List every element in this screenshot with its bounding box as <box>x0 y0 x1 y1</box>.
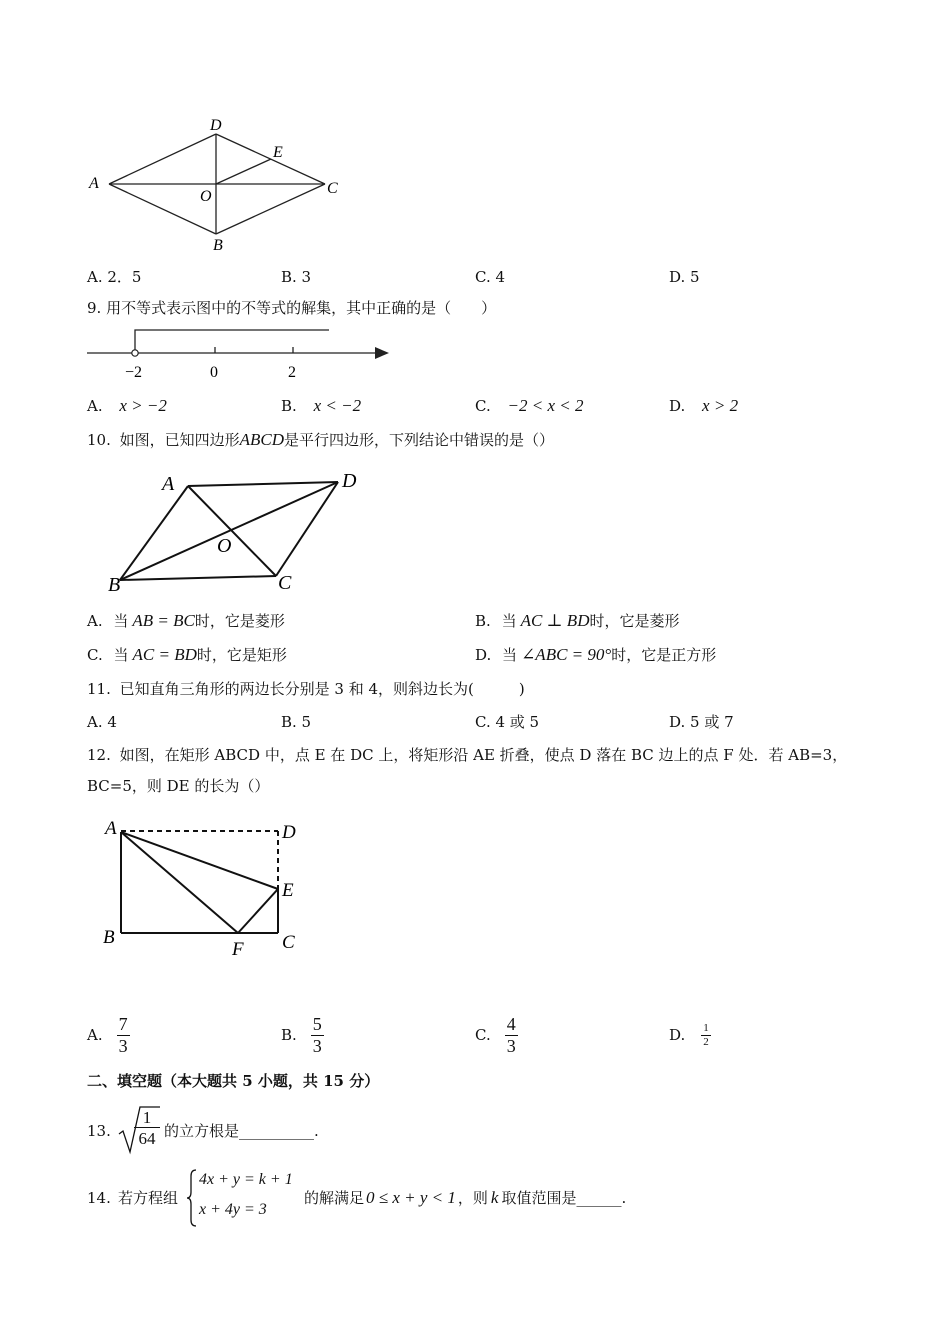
q9-question <box>87 298 496 318</box>
q12-label-f: F <box>232 939 244 960</box>
q10-option-a: A. 当 AB = BC时，它是菱形 <box>87 611 285 630</box>
q8-label-c: C <box>327 180 338 197</box>
q9-option-b: B. x < −2 <box>281 396 362 415</box>
q9-option-a: A. x > −2 <box>87 396 167 415</box>
q13-denominator: 64 <box>138 1129 156 1148</box>
q9-option-d: D. x > 2 <box>669 396 739 415</box>
q9-number: 9. <box>87 299 102 317</box>
q8-label-o: O <box>200 188 212 205</box>
q10-label-c: C <box>278 572 292 594</box>
q11-option-b: B. 5 <box>281 713 312 731</box>
q12-option-a-fraction: $\frac{7}{3}$ <box>118 1014 128 1056</box>
q9-text: 用不等式表示图中的不等式的解集，其中正确的是（ ） <box>106 299 497 317</box>
q8-option-c: C. 4 <box>475 268 506 286</box>
q10-option-c: C. 当 AC = BD时，它是矩形 <box>87 645 287 664</box>
q10-option-d: D. 当 ∠ABC = 90°时，它是正方形 <box>475 645 717 664</box>
q8-rhombus-figure <box>85 112 355 257</box>
q14-pre: 若方程组 <box>118 1189 179 1207</box>
q14-brace <box>186 1168 198 1228</box>
q8-label-a: A <box>89 175 99 192</box>
q9-option-c: C. −2 < x < 2 <box>475 396 584 415</box>
section-2-title: 二、填空题（本大题共 5 小题，共 15 分） <box>87 1072 380 1090</box>
q12-option-d-fraction: $\frac{1}{2}$ <box>703 1022 709 1048</box>
q10-label-a: A <box>162 473 175 495</box>
q11-question: 11. 已知直角三角形的两边长分别是 3 和 4，则斜边长为( ) <box>87 680 525 698</box>
q13-numerator: 1 <box>134 1108 160 1128</box>
q14-equation-2: x + 4y = 3 <box>199 1201 267 1218</box>
q10-question: 10. 如图，已知四边形ABCD是平行四边形，下列结论中错误的是（） <box>87 430 555 449</box>
q9-number-line-figure <box>85 325 395 383</box>
q10-label-d: D <box>342 470 357 492</box>
q8-label-e: E <box>273 144 283 161</box>
q12-label-a: A <box>105 818 117 839</box>
q12-label-d: D <box>282 822 296 843</box>
q8-option-b: B. 3 <box>281 268 312 286</box>
q13-fraction <box>134 1108 160 1150</box>
q11-option-a: A. 4 <box>87 713 117 731</box>
q14-number: 14. <box>87 1189 111 1207</box>
q13-number: 13. <box>87 1122 111 1140</box>
q12-option-c: C. $\frac{4}{3}$ <box>475 1014 516 1056</box>
q12-option-c-fraction: $\frac{4}{3}$ <box>506 1014 516 1056</box>
q12-rectangle-figure <box>95 812 315 962</box>
q12-option-a: A. $\frac{7}{3}$ <box>87 1014 128 1056</box>
q12-label-c: C <box>282 932 295 953</box>
q10-label-o: O <box>217 535 232 557</box>
q12-option-b: B. $\frac{5}{3}$ <box>281 1014 322 1056</box>
q11-option-d: D. 5 或 7 <box>669 713 734 731</box>
q10-parallelogram-figure <box>100 465 370 595</box>
q11-option-c: C. 4 或 5 <box>475 713 540 731</box>
q12-question-line2: BC=5，则 DE 的长为（） <box>87 777 270 795</box>
q10-label-b: B <box>108 574 121 595</box>
q14-equation-1: 4x + y = k + 1 <box>199 1171 293 1188</box>
q8-label-d: D <box>210 117 222 134</box>
q13-text: 的立方根是__________. <box>164 1122 319 1140</box>
q12-label-b: B <box>103 927 115 948</box>
q12-option-b-fraction: $\frac{5}{3}$ <box>312 1014 322 1056</box>
q14-condition-line: 的解满足 0 ≤ x + y < 1 ，则 k 取值范围是______. <box>304 1188 627 1207</box>
q9-tick-neg2: −2 <box>125 364 143 381</box>
q10-option-b: B. 当 AC ⊥ BD时，它是菱形 <box>475 611 680 630</box>
q9-tick-2: 2 <box>288 364 296 381</box>
q12-option-d: D. $\frac{1}{2}$ <box>669 1022 709 1048</box>
q8-label-b: B <box>213 237 223 254</box>
q12-question-line1: 12. 如图，在矩形 ABCD 中，点 E 在 DC 上，将矩形沿 AE 折叠，使点 D 落在 BC 边上的点 F 处．若 AB=3， <box>87 746 848 764</box>
q12-label-e: E <box>282 880 294 901</box>
q8-option-a: A. 2．5 <box>87 268 142 286</box>
q8-option-d: D. 5 <box>669 268 700 286</box>
q9-tick-0: 0 <box>210 364 218 381</box>
